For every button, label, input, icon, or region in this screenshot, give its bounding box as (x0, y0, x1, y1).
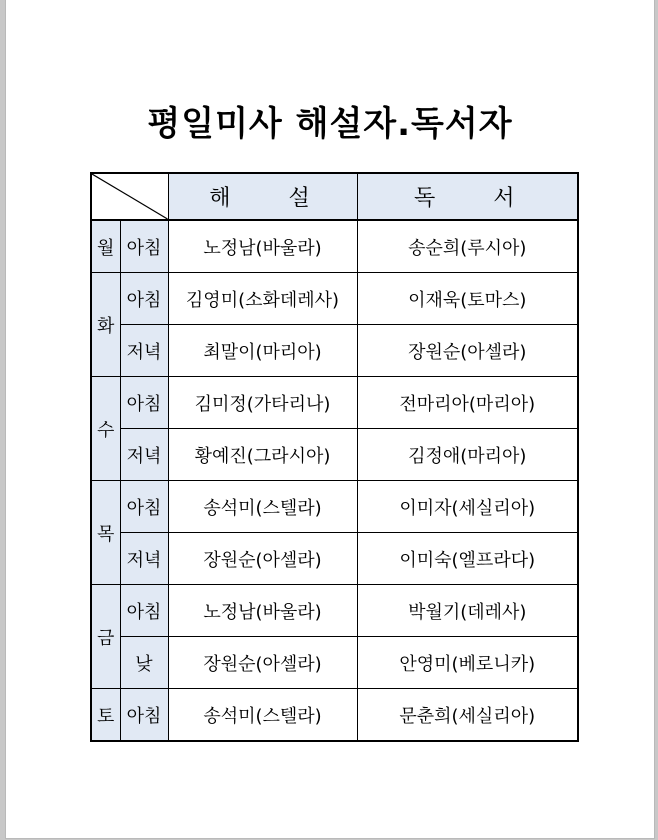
diagonal-line (92, 174, 168, 219)
reader-cell: 박월기(데레사) (357, 585, 578, 637)
commentator-cell: 황예진(그라시아) (168, 429, 357, 481)
commentator-cell: 장원순(아셀라) (168, 533, 357, 585)
commentator-cell: 송석미(스텔라) (168, 481, 357, 533)
commentator-cell: 장원순(아셀라) (168, 637, 357, 689)
reader-cell: 안영미(베로니카) (357, 637, 578, 689)
table-row (91, 325, 578, 377)
header-commentator: 해 설 (168, 173, 357, 220)
commentator-cell: 최말이(마리아) (168, 325, 357, 377)
time-cell: 아침 (120, 481, 168, 533)
time-cell: 저녁 (120, 325, 168, 377)
reader-cell: 장원순(아셀라) (357, 325, 578, 377)
time-cell: 아침 (120, 220, 168, 273)
commentator-cell: 노정남(바울라) (168, 220, 357, 273)
reader-cell: 전마리아(마리아) (357, 377, 578, 429)
table-row (91, 689, 578, 742)
reader-cell: 이미자(세실리아) (357, 481, 578, 533)
time-cell: 저녁 (120, 533, 168, 585)
commentator-cell: 김영미(소화데레사) (168, 273, 357, 325)
day-cell: 토 (91, 689, 120, 742)
time-cell: 아침 (120, 689, 168, 742)
reader-cell: 김정애(마리아) (357, 429, 578, 481)
day-cell: 수 (91, 377, 120, 481)
day-cell: 금 (91, 585, 120, 689)
document-page (5, 0, 655, 839)
day-cell: 목 (91, 481, 120, 585)
commentator-cell: 노정남(바울라) (168, 585, 357, 637)
time-cell: 아침 (120, 377, 168, 429)
schedule-table (90, 172, 579, 742)
table-row (91, 220, 578, 273)
table-row (91, 533, 578, 585)
table-row (91, 377, 578, 429)
commentator-cell: 송석미(스텔라) (168, 689, 357, 742)
reader-cell: 이재욱(토마스) (357, 273, 578, 325)
reader-cell: 송순희(루시아) (357, 220, 578, 273)
table-row (91, 585, 578, 637)
diagonal-corner-cell (91, 173, 168, 220)
table-header-row (91, 173, 578, 220)
header-reader: 독 서 (357, 173, 578, 220)
time-cell: 저녁 (120, 429, 168, 481)
time-cell: 아침 (120, 585, 168, 637)
table-row (91, 273, 578, 325)
reader-cell: 이미숙(엘프라다) (357, 533, 578, 585)
table-row (91, 429, 578, 481)
day-cell: 화 (91, 273, 120, 377)
time-cell: 낮 (120, 637, 168, 689)
commentator-cell: 김미정(가타리나) (168, 377, 357, 429)
table-row (91, 637, 578, 689)
table-row (91, 481, 578, 533)
page-title: 평일미사 해설자.독서자 (147, 104, 513, 144)
reader-cell: 문춘희(세실리아) (357, 689, 578, 742)
time-cell: 아침 (120, 273, 168, 325)
day-cell: 월 (91, 220, 120, 273)
